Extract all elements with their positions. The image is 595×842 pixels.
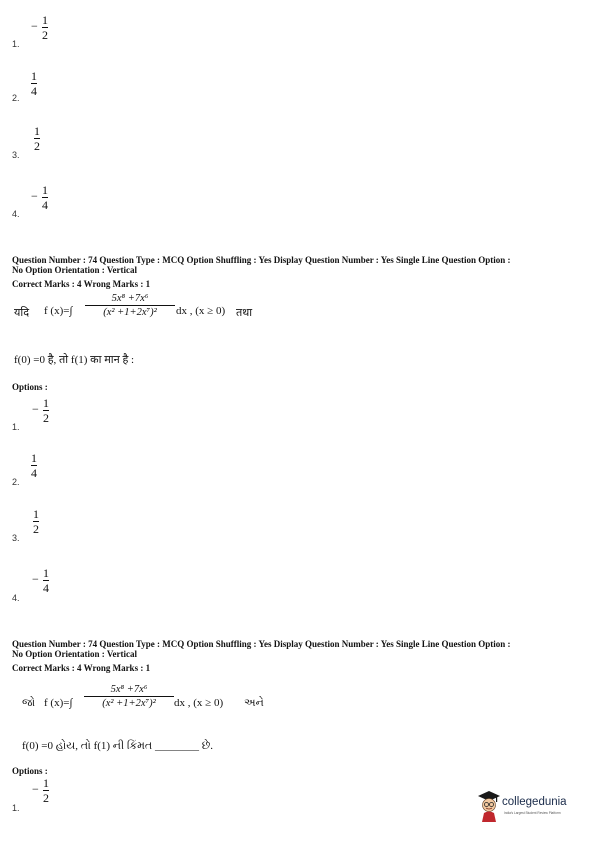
fraction-numerator: 1	[31, 451, 37, 465]
fraction-denominator: 2	[43, 791, 49, 805]
option-value	[32, 396, 49, 425]
integrand-numerator: 5x⁸ +7x⁶	[111, 293, 149, 304]
minus-sign: −	[32, 572, 39, 586]
fraction-bar	[84, 696, 174, 697]
question-prefix: જો	[22, 697, 36, 709]
option-value	[33, 508, 39, 535]
collegedunia-logo	[476, 787, 586, 827]
logo-wordmark: collegedunia	[502, 796, 567, 808]
fraction-denominator: 4	[42, 198, 48, 212]
option-number: 2.	[12, 477, 20, 487]
question-header-continued: No Option Orientation : Vertical	[12, 265, 137, 275]
option-number: 3.	[12, 150, 20, 160]
fraction-numerator: 1	[43, 396, 49, 410]
fraction-numerator: 1	[33, 507, 39, 521]
question-header: Question Number : 74 Question Type : MCQ Option Shuffling : Yes Display Question Number : Yes Single Line Question Option :	[12, 639, 511, 649]
option-value	[32, 776, 49, 805]
fraction-numerator: 1	[31, 69, 37, 83]
options-label: Options :	[12, 766, 48, 776]
integrand-fraction	[84, 684, 174, 709]
marks-info: Correct Marks : 4 Wrong Marks : 1	[12, 279, 151, 289]
fraction-numerator: 1	[43, 566, 49, 580]
option-number: 2.	[12, 93, 20, 103]
question-prefix: यदि	[14, 307, 30, 319]
marks-info: Correct Marks : 4 Wrong Marks : 1	[12, 663, 151, 673]
option-number: 4.	[12, 209, 20, 219]
option-value	[31, 183, 48, 212]
question-connector: અને	[244, 697, 264, 709]
fraction-denominator: 2	[34, 139, 40, 153]
fraction-denominator: 4	[43, 581, 49, 595]
fraction-numerator: 1	[42, 13, 48, 27]
fraction-denominator: 2	[42, 28, 48, 42]
integrand-fraction	[85, 293, 175, 318]
question-text-line2: f(0) =0 है, तो f(1) का मान है :	[14, 354, 135, 366]
logo-tagline: India's Largest Student Review Platform	[504, 811, 561, 815]
question-connector: तथा	[236, 307, 253, 319]
integrand-denominator: (x² +1+2x⁷)²	[103, 307, 157, 318]
question-header-continued: No Option Orientation : Vertical	[12, 649, 137, 659]
integrand-denominator: (x² +1+2x⁷)²	[102, 698, 156, 709]
minus-sign: −	[32, 782, 39, 796]
function-definition: f (x)=∫	[44, 305, 73, 317]
option-value	[31, 70, 37, 97]
fraction-denominator: 2	[43, 411, 49, 425]
fraction-numerator: 1	[42, 183, 48, 197]
option-number: 3.	[12, 533, 20, 543]
minus-sign: −	[31, 19, 38, 33]
question-header: Question Number : 74 Question Type : MCQ Option Shuffling : Yes Display Question Number : Yes Single Line Question Option :	[12, 255, 511, 265]
option-number: 1.	[12, 39, 20, 49]
option-value	[34, 125, 40, 152]
fraction-denominator: 2	[33, 522, 39, 536]
minus-sign: −	[31, 189, 38, 203]
graduate-mascot-icon	[476, 789, 502, 823]
differential-condition: dx , (x ≥ 0)	[176, 305, 226, 317]
fraction-numerator: 1	[34, 124, 40, 138]
options-label: Options :	[12, 382, 48, 392]
fraction-denominator: 4	[31, 84, 37, 98]
function-definition: f (x)=∫	[44, 697, 73, 709]
option-number: 1.	[12, 803, 20, 813]
option-value	[32, 566, 49, 595]
option-value	[31, 452, 37, 479]
minus-sign: −	[32, 402, 39, 416]
question-text-line2: f(0) =0 હોય, તો f(1) ની કિંમત ________ છે.	[22, 740, 213, 752]
option-number: 1.	[12, 422, 20, 432]
differential-condition: dx , (x ≥ 0)	[174, 697, 224, 709]
fraction-numerator: 1	[43, 776, 49, 790]
integrand-numerator: 5x⁸ +7x⁶	[110, 684, 148, 695]
option-number: 4.	[12, 593, 20, 603]
option-value	[31, 13, 48, 42]
fraction-bar	[85, 305, 175, 306]
fraction-denominator: 4	[31, 466, 37, 480]
